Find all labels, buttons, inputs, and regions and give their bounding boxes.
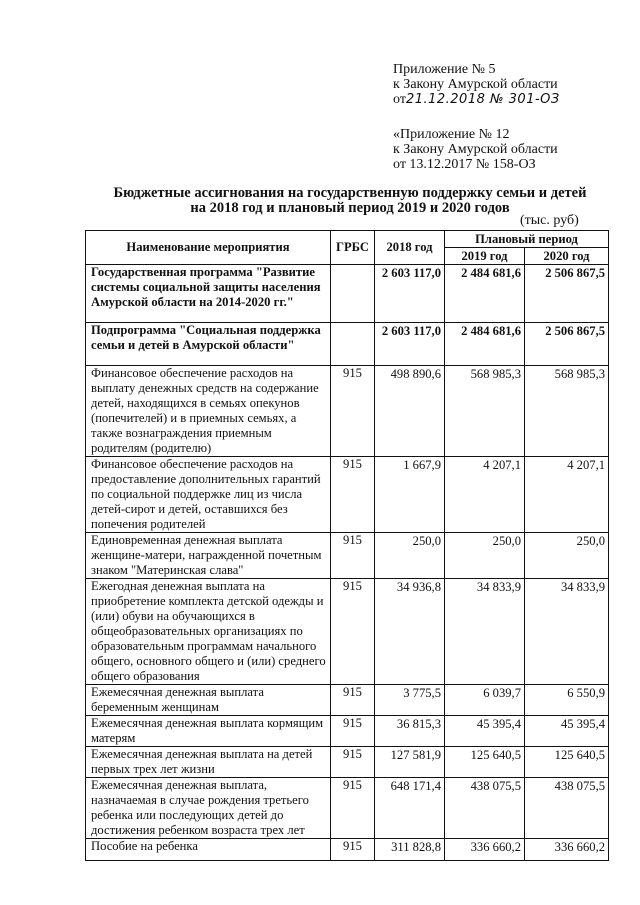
row-2018-cell: 311 828,8 bbox=[375, 839, 445, 861]
row-2019-cell: 4 207,1 bbox=[445, 457, 525, 533]
row-2020-cell: 250,0 bbox=[525, 533, 609, 579]
row-2018-cell: 250,0 bbox=[375, 533, 445, 579]
row-name-cell: Ежемесячная денежная выплата беременным женщинам bbox=[86, 685, 331, 716]
header-name: Наименование мероприятия bbox=[86, 231, 331, 265]
row-2018-cell: 127 581,9 bbox=[375, 747, 445, 778]
row-2020-cell: 45 395,4 bbox=[525, 716, 609, 747]
annex-block bbox=[393, 62, 560, 107]
row-name-cell: Ежегодная денежная выплата на приобретение комплекта детской одежды и (или) обуви на обучающихся в общеобразовательных организациях по образовательным программам начального общего, основного общего и (или) среднего общего образования bbox=[86, 579, 331, 685]
title-line-1: Бюджетные ассигнования на государственную поддержку семьи и детей bbox=[113, 185, 587, 201]
table-body bbox=[86, 265, 609, 861]
row-grbs-cell: 915 bbox=[331, 457, 375, 533]
table-row bbox=[86, 747, 609, 778]
table-row bbox=[86, 457, 609, 533]
row-name-cell: Ежемесячная денежная выплата кормящим матерям bbox=[86, 716, 331, 747]
header-2018: 2018 год bbox=[375, 231, 445, 265]
row-grbs-cell: 915 bbox=[331, 839, 375, 861]
row-2018-cell: 3 775,5 bbox=[375, 685, 445, 716]
row-2020-cell: 4 207,1 bbox=[525, 457, 609, 533]
row-grbs-cell: 915 bbox=[331, 366, 375, 457]
row-2018-cell: 1 667,9 bbox=[375, 457, 445, 533]
row-2018-cell: 2 603 117,0 bbox=[375, 323, 445, 366]
row-2020-cell: 34 833,9 bbox=[525, 579, 609, 685]
row-2019-cell: 250,0 bbox=[445, 533, 525, 579]
table-row bbox=[86, 716, 609, 747]
row-2020-cell: 568 985,3 bbox=[525, 366, 609, 457]
row-2020-cell: 438 075,5 bbox=[525, 778, 609, 839]
annex-law: к Закону Амурской области bbox=[393, 77, 558, 92]
row-2020-cell: 336 660,2 bbox=[525, 839, 609, 861]
row-2019-cell: 34 833,9 bbox=[445, 579, 525, 685]
header-planned-period: Плановый период bbox=[445, 231, 609, 248]
header-2020: 2020 год bbox=[525, 248, 609, 265]
row-name-cell: Ежемесячная денежная выплата, назначаемая в случае рождения третьего ребенка или последующих детей до достижения ребенком возраста трех лет bbox=[86, 778, 331, 839]
row-grbs-cell: 915 bbox=[331, 716, 375, 747]
row-2020-cell: 125 640,5 bbox=[525, 747, 609, 778]
annex12-date: от 13.12.2017 № 158-ОЗ bbox=[393, 157, 536, 172]
row-2018-cell: 34 936,8 bbox=[375, 579, 445, 685]
table-row bbox=[86, 323, 609, 366]
table-row bbox=[86, 579, 609, 685]
row-name-cell: Подпрограмма "Социальная поддержка семьи и детей в Амурской области" bbox=[86, 323, 331, 366]
row-2019-cell: 438 075,5 bbox=[445, 778, 525, 839]
row-2019-cell: 568 985,3 bbox=[445, 366, 525, 457]
row-2019-cell: 6 039,7 bbox=[445, 685, 525, 716]
document-title bbox=[90, 186, 610, 216]
row-name-cell: Государственная программа "Развитие системы социальной защиты населения Амурской области на 2014-2020 гг." bbox=[86, 265, 331, 323]
budget-table bbox=[85, 230, 609, 861]
annex12-block bbox=[393, 127, 558, 172]
row-2019-cell: 125 640,5 bbox=[445, 747, 525, 778]
row-name-cell: Финансовое обеспечение расходов на предоставление дополнительных гарантий по социальной поддержке лиц из числа детей-сирот и детей, оставшихся без попечения родителей bbox=[86, 457, 331, 533]
annex-date-handwritten: 21.12.2018 № 301-ОЗ bbox=[405, 92, 560, 107]
annex12-number: «Приложение № 12 bbox=[393, 127, 510, 142]
annex-number: Приложение № 5 bbox=[393, 62, 496, 77]
table-row bbox=[86, 265, 609, 323]
row-2020-cell: 2 506 867,5 bbox=[525, 265, 609, 323]
row-2020-cell: 2 506 867,5 bbox=[525, 323, 609, 366]
row-name-cell: Ежемесячная денежная выплата на детей первых трех лет жизни bbox=[86, 747, 331, 778]
row-2019-cell: 45 395,4 bbox=[445, 716, 525, 747]
annex12-law: к Закону Амурской области bbox=[393, 142, 558, 157]
title-line-2: на 2018 год и плановый период 2019 и 2020 годов bbox=[190, 200, 510, 216]
row-grbs-cell: 915 bbox=[331, 579, 375, 685]
row-grbs-cell: 915 bbox=[331, 533, 375, 579]
table-row bbox=[86, 778, 609, 839]
row-grbs-cell: 915 bbox=[331, 747, 375, 778]
row-2019-cell: 2 484 681,6 bbox=[445, 323, 525, 366]
row-2018-cell: 498 890,6 bbox=[375, 366, 445, 457]
table-row bbox=[86, 839, 609, 861]
table-row bbox=[86, 685, 609, 716]
row-grbs-cell: 915 bbox=[331, 685, 375, 716]
row-grbs-cell bbox=[331, 323, 375, 366]
header-grbs: ГРБС bbox=[331, 231, 375, 265]
row-2019-cell: 2 484 681,6 bbox=[445, 265, 525, 323]
row-name-cell: Финансовое обеспечение расходов на выплату денежных средств на содержание детей, находящихся в семьях опекунов (попечителей) и в приемных семьях, а также вознаграждения приемным родителям (родителю) bbox=[86, 366, 331, 457]
table-row bbox=[86, 533, 609, 579]
header-2019: 2019 год bbox=[445, 248, 525, 265]
row-2018-cell: 36 815,3 bbox=[375, 716, 445, 747]
annex-date-prefix: от bbox=[393, 92, 406, 107]
row-grbs-cell: 915 bbox=[331, 778, 375, 839]
row-2019-cell: 336 660,2 bbox=[445, 839, 525, 861]
row-name-cell: Единовременная денежная выплата женщине-матери, награжденной почетным знаком "Материнская слава" bbox=[86, 533, 331, 579]
row-2018-cell: 648 171,4 bbox=[375, 778, 445, 839]
units-label: (тыс. руб) bbox=[520, 213, 579, 228]
row-grbs-cell bbox=[331, 265, 375, 323]
table-row bbox=[86, 366, 609, 457]
row-2018-cell: 2 603 117,0 bbox=[375, 265, 445, 323]
row-2020-cell: 6 550,9 bbox=[525, 685, 609, 716]
annex-date bbox=[393, 92, 560, 107]
row-name-cell: Пособие на ребенка bbox=[86, 839, 331, 861]
